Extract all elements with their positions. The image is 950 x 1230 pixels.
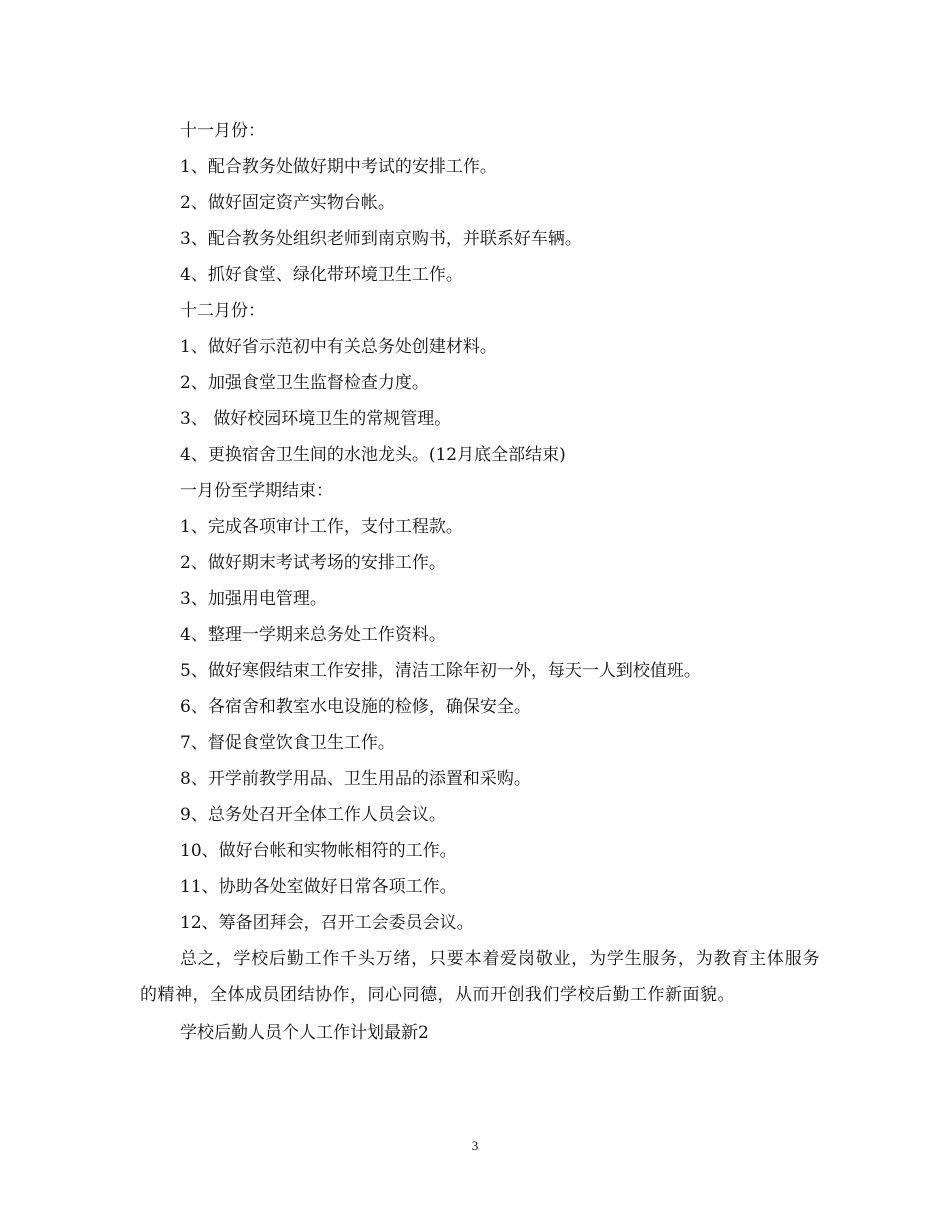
- list-item: 3、 做好校园环境卫生的常规管理。: [180, 409, 452, 429]
- list-item: 2、加强食堂卫生监督检查力度。: [180, 373, 429, 393]
- list-item: 6、各宿舍和教室水电设施的检修，确保安全。: [180, 697, 531, 717]
- list-item: 12、筹备团拜会，召开工会委员会议。: [180, 913, 474, 933]
- list-item: 1、做好省示范初中有关总务处创建材料。: [180, 337, 497, 357]
- list-item: 4、抓好食堂、绿化带环境卫生工作。: [180, 265, 463, 285]
- list-item: 9、总务处召开全体工作人员会议。: [180, 805, 446, 825]
- list-item: 3、加强用电管理。: [180, 589, 327, 609]
- section-heading-december: 十二月份：: [180, 301, 265, 321]
- list-item: 11、协助各处室做好日常各项工作。: [180, 877, 457, 897]
- summary-paragraph: 总之，学校后勤工作千头万绪，只要本着爱岗敬业，为学生服务，为教育主体服务的精神，全体成员团结协作，同心同德，从而开创我们学校后勤工作新面貌。: [140, 949, 820, 1005]
- section-heading-january: 一月份至学期结束：: [180, 481, 333, 501]
- list-item: 1、完成各项审计工作，支付工程款。: [180, 517, 463, 537]
- list-item: 10、做好台帐和实物帐相符的工作。: [180, 841, 457, 861]
- list-item: 4、整理一学期来总务处工作资料。: [180, 625, 446, 645]
- section-heading-november: 十一月份：: [180, 121, 265, 141]
- page-number: 3: [471, 1138, 479, 1153]
- list-item: 8、开学前教学用品、卫生用品的添置和采购。: [180, 769, 531, 789]
- document-body: [140, 113, 820, 1051]
- list-item: 1、配合教务处做好期中考试的安排工作。: [180, 157, 497, 177]
- list-item: 2、做好固定资产实物台帐。: [180, 193, 395, 213]
- list-item: 5、做好寒假结束工作安排，清洁工除年初一外，每天一人到校值班。: [180, 661, 701, 681]
- list-item: 4、更换宿舍卫生间的水池龙头。(12月底全部结束): [180, 445, 566, 465]
- next-section-title: 学校后勤人员个人工作计划最新2: [180, 1023, 429, 1043]
- list-item: 3、配合教务处组织老师到南京购书，并联系好车辆。: [180, 229, 582, 249]
- list-item: 7、督促食堂饮食卫生工作。: [180, 733, 395, 753]
- list-item: 2、做好期末考试考场的安排工作。: [180, 553, 446, 573]
